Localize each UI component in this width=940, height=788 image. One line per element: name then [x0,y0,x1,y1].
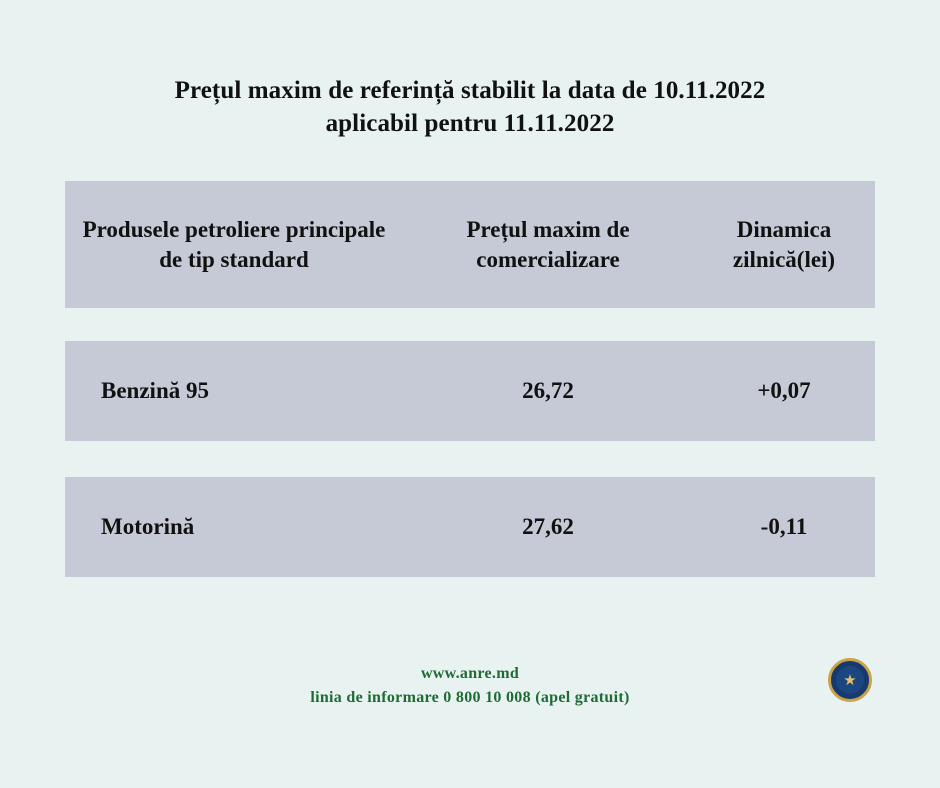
row-price-value: 26,72 [522,378,574,403]
row-product-name: Motorină [101,514,195,539]
title-line-1: Prețul maxim de referință stabilit la data de 10.11.2022 [174,77,766,104]
table-row [65,341,875,441]
header-price: Prețul maxim de comercializare [466,216,630,272]
page-title [0,0,940,140]
price-table [0,181,940,577]
table-header-row [65,181,875,308]
eagle-emblem-icon: ★ [843,670,857,689]
row-dynamics-value: +0,07 [757,378,811,403]
table-row [65,477,875,577]
logo-inner-circle [836,666,864,694]
footer-website: www.anre.md [420,665,520,682]
row-product-name: Benzină 95 [101,378,209,403]
header-product: Produsele petroliere principale de tip standard [82,216,386,272]
header-dynamics: Dinamica zilnică(lei) [732,216,836,272]
footer-info-line: linia de informare 0 800 10 008 (apel gratuit) [310,689,630,706]
row-price-value: 27,62 [522,514,574,539]
title-line-2: aplicabil pentru 11.11.2022 [325,110,615,137]
row-dynamics-value: -0,11 [760,514,808,539]
footer [0,662,940,710]
anre-logo [828,658,872,702]
